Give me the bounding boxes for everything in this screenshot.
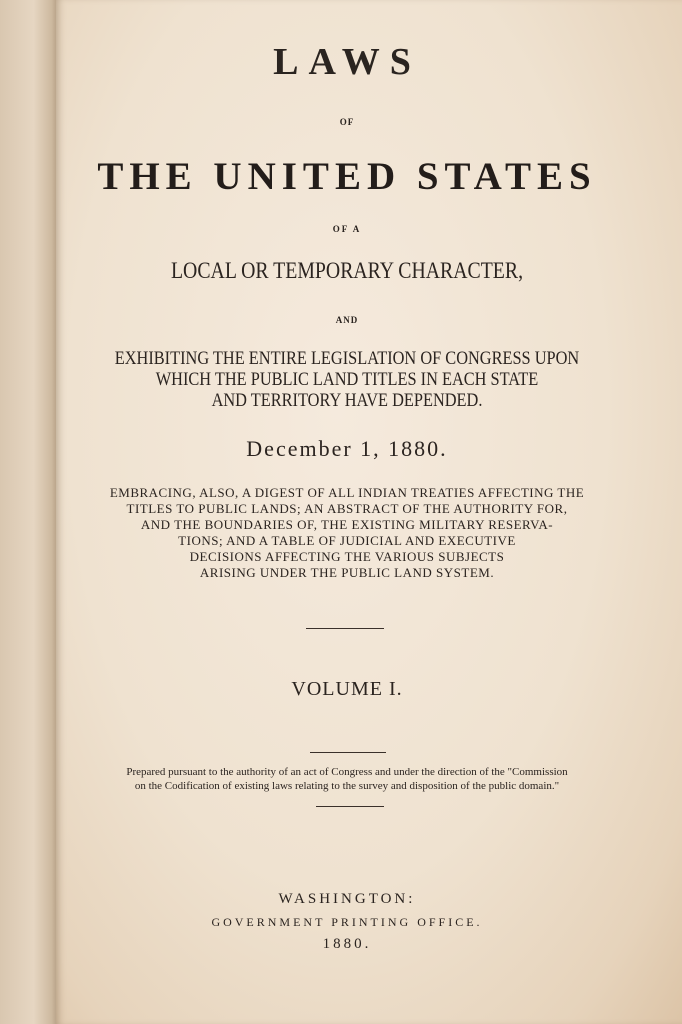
heading-united-states: THE UNITED STATES: [97, 155, 597, 198]
embracing-line: DECISIONS AFFECTING THE VARIOUS SUBJECTS: [189, 549, 505, 564]
word-of-a: OF A: [332, 224, 362, 234]
embracing-paragraph: [56, 485, 638, 581]
embracing-line: EMBRACING, ALSO, A DIGEST OF ALL INDIAN TREATIES AFFECTING THE: [109, 485, 585, 500]
volume-label: VOLUME I.: [291, 678, 403, 700]
exhibiting-line: EXHIBITING THE ENTIRE LEGISLATION OF CONGRESS UPON: [114, 348, 580, 369]
embracing-line: ARISING UNDER THE PUBLIC LAND SYSTEM.: [199, 565, 495, 580]
word-and: AND: [335, 315, 359, 325]
title-page: [56, 0, 682, 1024]
embracing-line: AND THE BOUNDARIES OF, THE EXISTING MILITARY RESERVA-: [140, 517, 554, 532]
imprint-year: 1880.: [322, 936, 372, 952]
divider-rule: [306, 628, 384, 629]
exhibiting-paragraph: [97, 348, 598, 411]
embracing-line: TITLES TO PUBLIC LANDS; AN ABSTRACT OF THE AUTHORITY FOR,: [126, 501, 568, 516]
heading-local-character: LOCAL OR TEMPORARY CHARACTER,: [170, 258, 524, 283]
date-line: December 1, 1880.: [246, 436, 448, 461]
divider-rule-thin: [310, 752, 386, 753]
imprint-printer: GOVERNMENT PRINTING OFFICE.: [211, 915, 483, 929]
word-of: OF: [339, 117, 355, 127]
exhibiting-line: AND TERRITORY HAVE DEPENDED.: [211, 390, 483, 411]
prepared-line: on the Codification of existing laws relating to the survey and disposition of the public domain.": [134, 780, 560, 792]
prepared-line: Prepared pursuant to the authority of an act of Congress and under the direction of the "Commission: [126, 766, 568, 778]
embracing-line: TIONS; AND A TABLE OF JUDICIAL AND EXECUTIVE: [178, 533, 516, 548]
imprint-place: WASHINGTON:: [278, 891, 416, 907]
exhibiting-line: WHICH THE PUBLIC LAND TITLES IN EACH STATE: [155, 369, 539, 390]
prepared-note: [56, 765, 638, 793]
divider-rule-thin: [316, 806, 384, 807]
heading-laws: LAWS: [273, 41, 421, 83]
book-gutter: [0, 0, 56, 1024]
